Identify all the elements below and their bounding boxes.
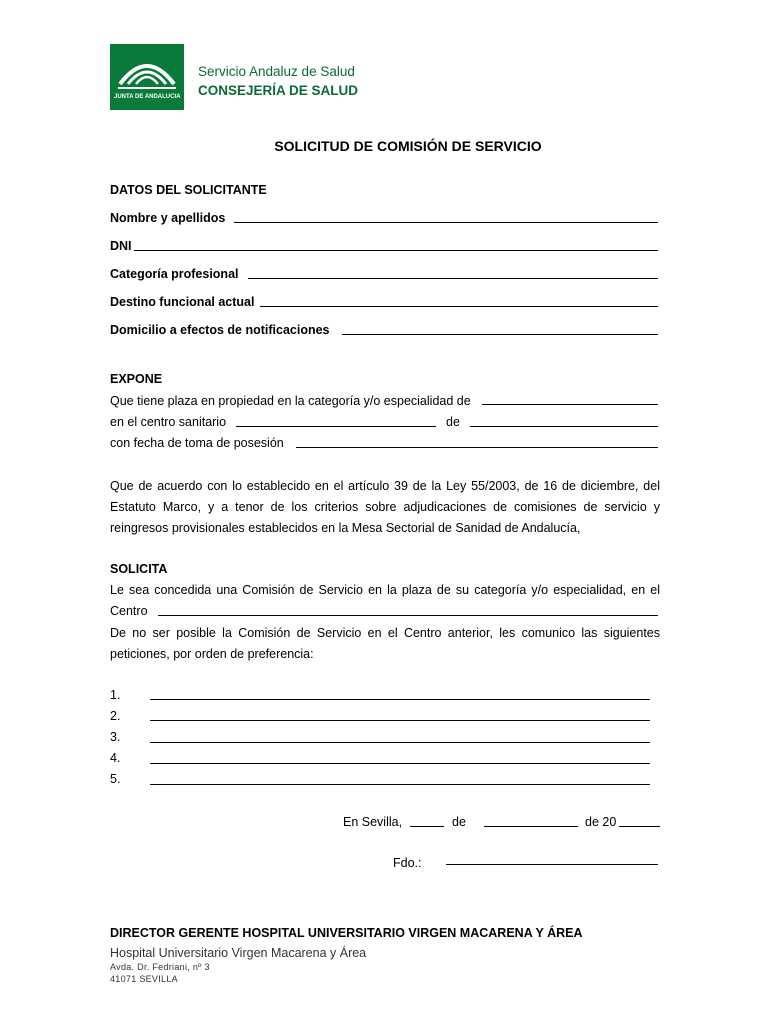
firma-city: En Sevilla, [343,815,403,829]
firma-de-2: de 20 [585,815,617,829]
peticion-number-3: 3. [110,730,121,744]
field-label-domicilio: Domicilio a efectos de notificaciones [110,323,330,337]
expone-line-plaza: Que tiene plaza en propiedad en la categoría y/o especialidad de [110,394,471,408]
expone-label-fecha: con fecha de toma de posesión [110,436,284,450]
peticion-line-3[interactable] [150,742,650,743]
field-line-domicilio[interactable] [342,334,658,335]
peticion-line-4[interactable] [150,763,650,764]
junta-arch-icon [110,44,184,110]
peticion-number-4: 4. [110,751,121,765]
logo-caption: JUNTA DE ANDALUCIA [114,94,181,100]
peticion-line-5[interactable] [150,784,650,785]
solicita-line4: peticiones, por orden de preferencia: [110,647,314,661]
field-line-categoria[interactable] [248,278,658,279]
page-title: SOLICITUD DE COMISIÓN DE SERVICIO [274,138,542,154]
footer-director: DIRECTOR GERENTE HOSPITAL UNIVERSITARIO VIRGEN MACARENA Y ÁREA [110,926,583,940]
field-label-nombre: Nombre y apellidos [110,211,226,225]
field-label-categoria: Categoría profesional [110,267,239,281]
solicita-line3: De no ser posible la Comisión de Servicio en el Centro anterior, les comunico las siguientes [110,626,660,640]
expone-label-de: de [446,415,460,429]
org-name: Servicio Andaluz de Salud [198,64,355,79]
expone-label-centro: en el centro sanitario [110,415,227,429]
firma-line-year[interactable] [619,826,660,827]
firma-line-month[interactable] [484,826,578,827]
solicita-line1: Le sea concedida una Comisión de Servicio en la plaza de su categoría y/o especialidad, en el [110,583,660,597]
firma-fdo-label: Fdo.: [393,856,422,870]
section-heading-expone: EXPONE [110,372,163,386]
peticion-line-2[interactable] [150,720,650,721]
peticion-number-5: 5. [110,772,121,786]
peticion-line-1[interactable] [150,699,650,700]
firma-line-signature[interactable] [446,864,658,865]
footer-address: Avda. Dr. Fedriani, nº 3 [110,962,210,972]
expone-paragraph-line1: Que de acuerdo con lo establecido en el artículo 39 de la Ley 55/2003, de 16 de diciembre, del [110,479,660,493]
section-heading-solicitante: DATOS DEL SOLICITANTE [110,183,267,197]
expone-paragraph-line2: Estatuto Marco, y a tenor de los criterios sobre adjudicaciones de comisiones de servicio y [110,500,660,514]
field-line-dni[interactable] [134,250,658,251]
field-label-dni: DNI [110,239,132,253]
field-line-fecha-posesion[interactable] [296,447,658,448]
firma-line-day[interactable] [410,826,444,827]
field-line-centro-solicitado[interactable] [158,615,658,616]
expone-paragraph-line3: reingresos provisionales establecidos en la Mesa Sectorial de Sanidad de Andalucía, [110,521,581,535]
junta-logo [110,44,184,110]
org-department: CONSEJERÍA DE SALUD [198,83,359,98]
footer-postal: 41071 SEVILLA [110,974,178,984]
field-line-destino[interactable] [260,306,658,307]
peticion-number-2: 2. [110,709,121,723]
field-label-destino: Destino funcional actual [110,295,255,309]
field-line-nombre[interactable] [234,222,658,223]
field-line-centro-sanitario[interactable] [236,426,436,427]
field-line-localidad[interactable] [470,426,658,427]
field-line-especialidad[interactable] [482,404,658,405]
section-heading-solicita: SOLICITA [110,562,168,576]
firma-de-1: de [452,815,466,829]
footer-hospital: Hospital Universitario Virgen Macarena y Área [110,946,367,960]
solicita-label-centro: Centro [110,604,148,618]
peticion-number-1: 1. [110,688,121,702]
